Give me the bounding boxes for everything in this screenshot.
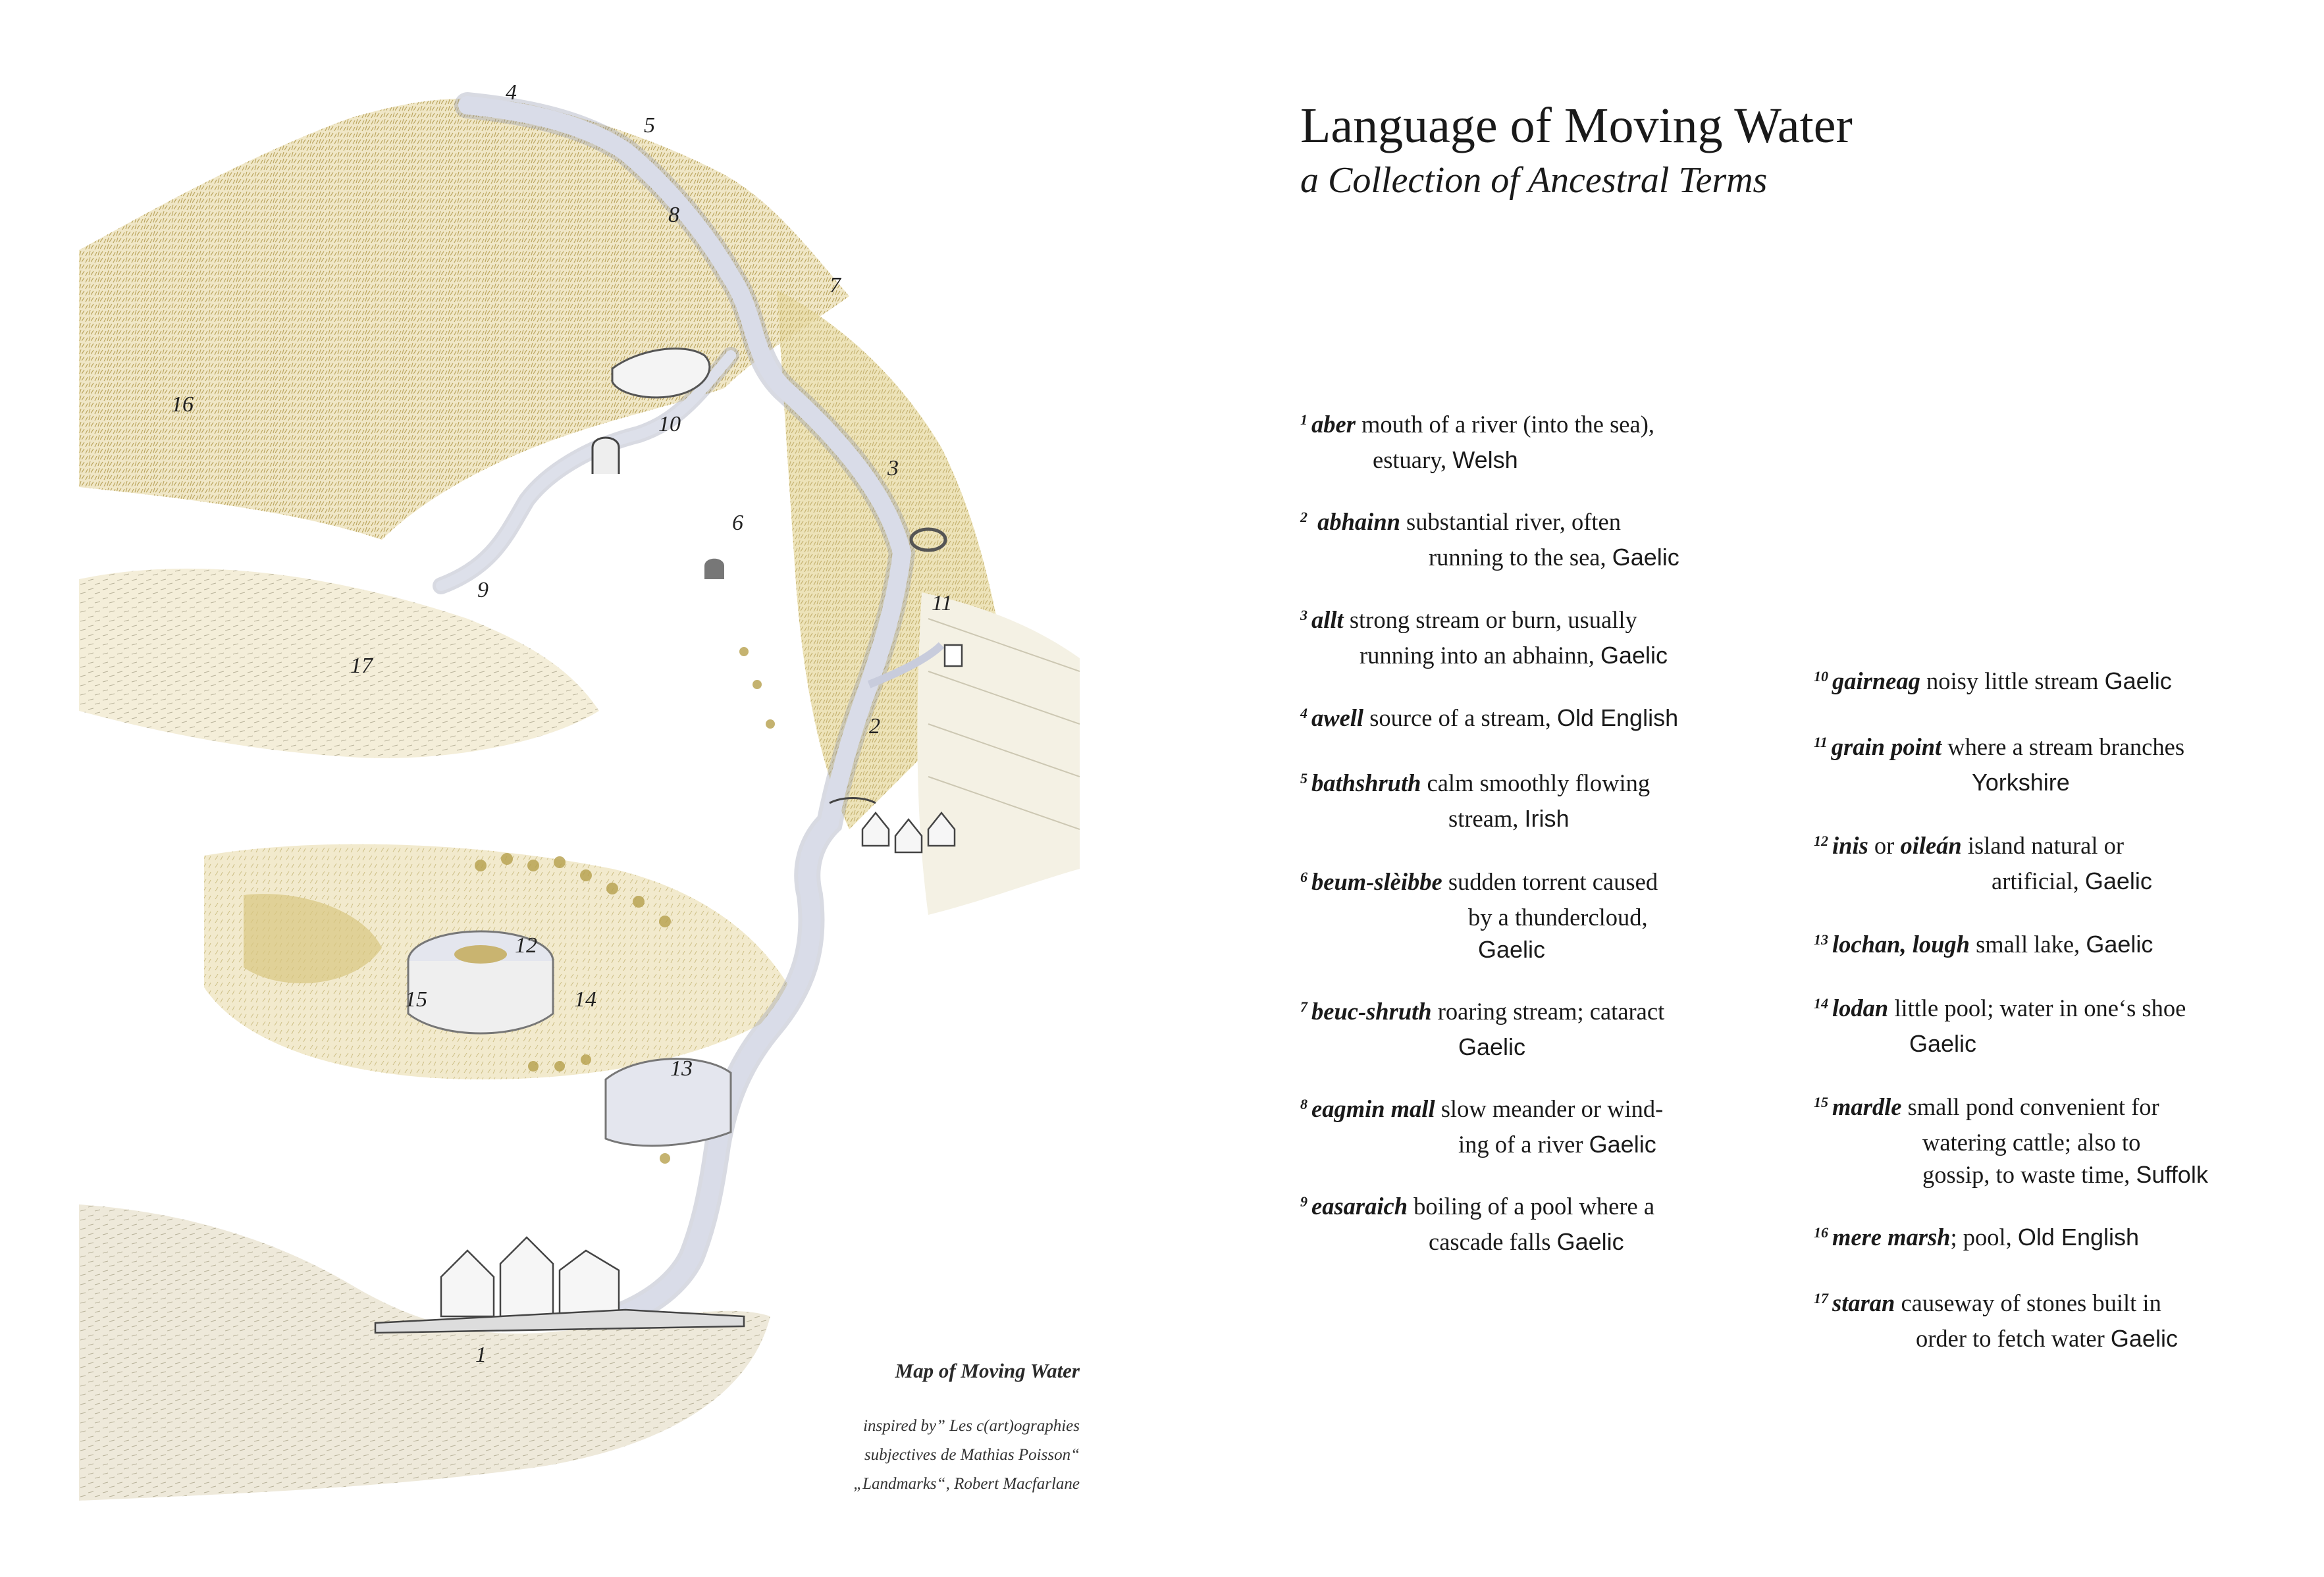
map-credit-line: inspired by” Les c(art)ographies (863, 1417, 1080, 1435)
map-label-6: 6 (732, 511, 743, 535)
silo (945, 645, 962, 666)
glossary-entry: $^9$ easaraich boiling of a pool where a cascade falls Gaelic (1300, 1193, 1655, 1255)
glossary-entry: $^1$ aber mouth of a river (into the sea), estuary, Welsh (1300, 411, 1654, 473)
page-subtitle: a Collection of Ancestral Terms (1300, 160, 1768, 201)
map-label-7: 7 (830, 273, 841, 297)
glossary-entry: $^3$ allt strong stream or burn, usually running into an abhainn, Gaelic (1300, 606, 1668, 669)
map-label-16: 16 (171, 392, 194, 417)
houses-village (862, 813, 955, 852)
stone-arch (593, 438, 619, 474)
map-label-12: 12 (515, 933, 537, 958)
map-drawing (72, 79, 1080, 1520)
glossary-entry: $^{12}$ inis or oileán island natural or artificial, Gaelic (1814, 832, 2152, 894)
glossary-entry: $^{17}$ staran causeway of stones built in order to fetch water Gaelic (1814, 1289, 2178, 1352)
map-label-1: 1 (475, 1343, 487, 1367)
map-credit-line: „Landmarks“, Robert Macfarlane (853, 1475, 1080, 1493)
field-right (917, 592, 1080, 915)
glossary-entry: $^7$ beuc-shruth roaring stream; cataract Gaelic (1300, 998, 1665, 1060)
map-illustration (72, 79, 1080, 1520)
glossary-entry: $^{11}$ grain point where a stream branches Yorkshire (1814, 733, 2185, 796)
glossary-entry: $^{14}$ lodan little pool; water in one‘s shoe Gaelic (1814, 995, 2186, 1057)
map-label-15: 15 (405, 987, 427, 1012)
glossary-entry: $^4$ awell source of a stream, Old English (1300, 704, 1679, 731)
glossary-entry: $^8$ eagmin mall slow meander or wind- ing of a river Gaelic (1300, 1095, 1664, 1158)
glossary-entry: $^2$ abhainn substantial river, often running to the sea, Gaelic (1300, 508, 1679, 571)
map-label-9: 9 (477, 578, 489, 602)
glossary-entry: $^{10}$ gairneag noisy little stream Gaelic (1814, 667, 2172, 694)
glossary-entry: $^{13}$ lochan, lough small lake, Gaelic (1814, 931, 2153, 958)
map-label-13: 13 (670, 1056, 693, 1081)
page-title: Language of Moving Water (1300, 98, 1853, 153)
map-credit-line: subjectives de Mathias Poisson“ (864, 1446, 1080, 1464)
lake-13 (606, 1059, 731, 1146)
map-label-8: 8 (668, 203, 679, 227)
glossary-entry: $^{15}$ mardle small pond convenient for watering cattle; also to gossip, to waste time, Suffolk (1814, 1093, 2208, 1188)
map-label-2: 2 (869, 714, 880, 738)
map-label-10: 10 (658, 412, 681, 436)
map-label-4: 4 (506, 80, 517, 105)
glossary-entry: $^5$ bathshruth calm smoothly flowing stream, Irish (1300, 769, 1651, 832)
map-label-14: 14 (574, 987, 596, 1012)
glossary-entry: $^{16}$ mere marsh; pool, Old English (1814, 1224, 2140, 1251)
map-caption-title: Map of Moving Water (895, 1359, 1080, 1382)
map-label-17: 17 (350, 654, 373, 678)
map-label-5: 5 (644, 113, 655, 138)
map-label-11: 11 (932, 591, 953, 615)
map-label-3: 3 (887, 456, 899, 480)
glossary-entry: $^6$ beum-slèibbe sudden torrent caused by a thundercloud, Gaelic (1300, 868, 1658, 963)
